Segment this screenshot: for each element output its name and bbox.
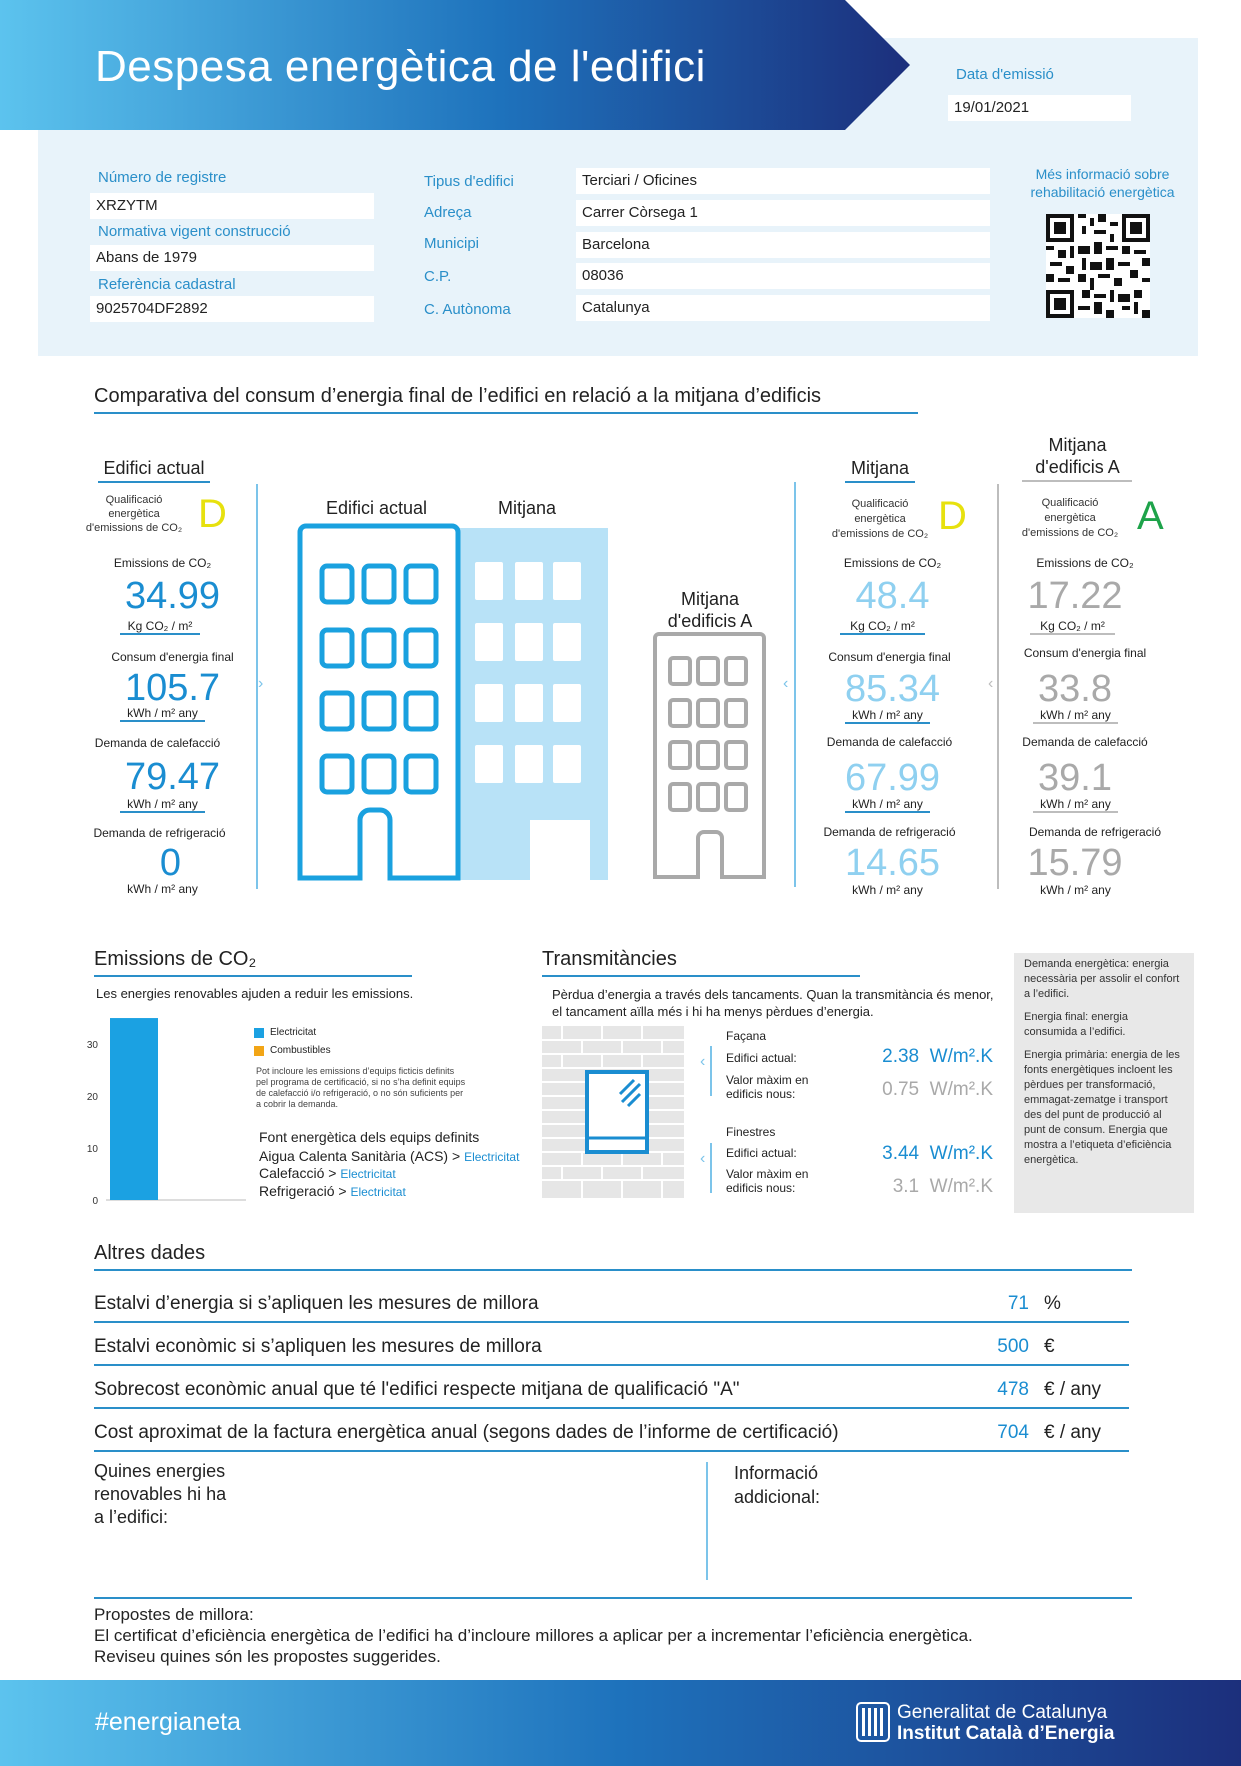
generalitat-logo-icon — [856, 1702, 890, 1742]
definition-primary: Energia primària: energia de les fonts energètiques incloent les pèrdues per transformació, emmagat-zematge i transport des del punt de producció al punt de consum. Energia que mostra a l’etiqueta d’eficiència energètica. — [1024, 1049, 1180, 1166]
average-rating-letter: D — [938, 494, 967, 538]
illus-current-label: Edifici actual — [326, 498, 428, 518]
windows-max-unit: W/m².K — [929, 1176, 993, 1197]
current-heating-unit: kWh / m² any — [120, 797, 205, 813]
issue-date-label: Data d'emissió — [956, 66, 1054, 83]
average-a-emissions-unit: Kg CO₂ / m² — [1030, 619, 1115, 635]
comparison-title-underline — [94, 412, 918, 414]
windows-max-number: 3.1 — [892, 1176, 920, 1197]
average-consumption-label: Consum d'energia final — [828, 650, 951, 664]
facade-max-value — [865, 1079, 993, 1101]
facade-label: Façana — [726, 1029, 767, 1043]
current-rating-letter: D — [198, 492, 227, 536]
average-rating-label — [820, 497, 940, 542]
illus-average-a-line1: Mitjana — [680, 589, 740, 609]
renewables-question — [94, 1460, 226, 1529]
current-heating-value: 79.47 — [124, 756, 221, 798]
other-data-row-unit: € — [1044, 1336, 1055, 1357]
legend-fuel-label: Combustibles — [270, 1045, 331, 1056]
average-heating-label: Demanda de calefacció — [826, 735, 953, 749]
facade-max-label — [726, 1073, 808, 1101]
average-a-rating-label — [1010, 496, 1130, 541]
current-consumption-unit: kWh / m² any — [120, 706, 205, 722]
other-data-row-value: 500 — [997, 1336, 1029, 1357]
footer-org-line2: Institut Català d’Energia — [897, 1723, 1115, 1744]
address-label: Adreça — [424, 204, 472, 221]
average-a-cooling-value: 15.79 — [1027, 842, 1123, 884]
address-value: Carrer Còrsega 1 — [576, 200, 990, 226]
facade-current-value — [865, 1046, 993, 1068]
co2-chart — [78, 1010, 253, 1210]
average-consumption-value: 85.34 — [844, 668, 941, 710]
region-value: Catalunya — [576, 295, 990, 321]
municipality-label: Municipi — [424, 235, 480, 252]
acs-source — [259, 1148, 519, 1164]
rating-label-line2: energètica — [108, 508, 160, 520]
windows-max-label-line1: Valor màxim en — [726, 1167, 809, 1181]
chart-y-tick-label: 30 — [86, 1040, 98, 1051]
acs-label: Aigua Calenta Sanitària (ACS) > — [259, 1148, 461, 1164]
emissions-section-title: Emissions de CO₂ — [94, 948, 257, 970]
postal-code-label: C.P. — [424, 268, 452, 285]
windows-current-value — [865, 1143, 993, 1165]
more-info-line2: rehabilitació energètica — [1030, 184, 1175, 200]
chart-y-tick-label: 20 — [86, 1092, 98, 1103]
windows-current-label: Edifici actual: — [726, 1146, 797, 1160]
cadastral-label: Referència cadastral — [98, 276, 236, 293]
facade-max-number: 0.75 — [882, 1079, 920, 1100]
windows-current-unit: W/m².K — [929, 1143, 993, 1164]
facade-current-number: 2.38 — [882, 1046, 920, 1067]
definitions-box — [1014, 953, 1194, 1213]
current-consumption-value: 105.7 — [124, 667, 221, 709]
average-a-heating-unit: kWh / m² any — [1033, 797, 1118, 813]
other-data-rows — [94, 1280, 1129, 1452]
average-column-divider — [794, 482, 796, 887]
chevron-right-icon: › — [258, 675, 264, 692]
normativa-value: Abans de 1979 — [90, 245, 374, 271]
average-a-heating-value: 39.1 — [1038, 757, 1112, 799]
transmittance-title-underline — [542, 975, 860, 977]
legend-electric-label: Electricitat — [270, 1027, 317, 1038]
definition-demand: Demanda energètica: energia necessària per assolir el confort a l’edifici. — [1024, 958, 1180, 1000]
renewables-line2: renovables hi ha — [94, 1484, 227, 1504]
other-data-divider — [706, 1462, 708, 1580]
renewables-line1: Quines energies — [94, 1461, 226, 1481]
emissions-note: Pot incloure les emissions d’equips ficticis definits pel programa de certificació, si no s’ha definit equips de calefacció i/o refrigeració, o no són suficients per a cobrir la demanda. — [256, 1066, 466, 1109]
average-a-consumption-value: 33.8 — [1038, 668, 1112, 710]
average-emissions-label: Emissions de CO₂ — [843, 556, 942, 570]
rating-label-line2: energètica — [854, 513, 906, 525]
other-data-row-unit: % — [1044, 1293, 1061, 1314]
wall-window-icon — [542, 1026, 684, 1198]
acs-value: Electricitat — [464, 1150, 520, 1164]
other-data-row-value: 478 — [997, 1379, 1029, 1400]
average-a-emissions-value: 17.22 — [1027, 575, 1123, 617]
chart-bar-electricitat — [110, 1018, 158, 1200]
emissions-title-underline — [94, 975, 412, 977]
other-data-row-label: Cost aproximat de la factura energètica anual (segons dades de l’informe de certificació) — [94, 1422, 839, 1443]
current-emissions-value: 34.99 — [124, 575, 221, 617]
page-title: Despesa energètica de l'edifici — [95, 42, 706, 91]
comparison-title: Comparativa del consum d’energia final de l’edifici en relació a la mitjana d’edificis — [94, 385, 822, 407]
rating-label-line1: Qualificació — [851, 498, 909, 510]
emissions-subtitle: Les energies renovables ajuden a reduir les emissions. — [96, 986, 414, 1001]
chevron-left-icon: ‹ — [700, 1150, 706, 1167]
illus-average-a-line2: d'edificis A — [667, 611, 753, 631]
postal-code-value: 08036 — [576, 263, 990, 289]
sources-title: Font energètica dels equips definits — [259, 1129, 480, 1145]
rating-label-line3: d'emissions de CO₂ — [85, 522, 183, 534]
cooling-source — [259, 1183, 406, 1199]
other-data-row-value: 704 — [997, 1422, 1029, 1443]
facade-bracket — [710, 1046, 712, 1096]
current-emissions-label: Emissions de CO₂ — [113, 556, 212, 570]
current-consumption-label: Consum d'energia final — [111, 650, 234, 664]
heating-source — [259, 1165, 396, 1181]
footer-org — [897, 1702, 1114, 1744]
additional-info-line2: addicional: — [734, 1487, 821, 1507]
other-data-row-value: 71 — [1007, 1293, 1029, 1314]
current-cooling-value: 0 — [159, 842, 182, 884]
proposals-line1: Propostes de millora: — [94, 1605, 254, 1624]
rating-label-line1: Qualificació — [105, 494, 163, 506]
rating-label-line3: d'emissions de CO₂ — [831, 528, 929, 540]
facade-current-unit: W/m².K — [929, 1046, 993, 1067]
legend-electric — [254, 1027, 316, 1038]
chart-y-tick-label: 10 — [86, 1144, 98, 1155]
building-type-value: Terciari / Oficines — [576, 168, 990, 194]
chevron-left-icon: ‹ — [988, 675, 994, 692]
proposals — [94, 1604, 973, 1667]
legend-fuel-swatch — [254, 1046, 264, 1056]
normativa-label: Normativa vigent construcció — [98, 223, 291, 240]
other-data-row — [94, 1280, 1129, 1323]
cooling-source-value: Electricitat — [350, 1185, 406, 1199]
proposals-line3: Reviseu quines són les propostes suggerides. — [94, 1647, 441, 1666]
average-a-cooling-label: Demanda de refrigeració — [1028, 825, 1162, 839]
heating-source-value: Electricitat — [340, 1167, 396, 1181]
definition-final: Energia final: energia consumida a l’edifici. — [1024, 1011, 1128, 1038]
windows-bracket — [710, 1143, 712, 1193]
facade-max-label-line2: edificis nous: — [726, 1087, 796, 1101]
chart-y-tick-label: 0 — [92, 1196, 98, 1207]
other-data-title: Altres dades — [94, 1242, 206, 1264]
average-a-heating-label: Demanda de calefacció — [1022, 735, 1148, 749]
average-consumption-unit: kWh / m² any — [845, 708, 930, 724]
other-data-row — [94, 1366, 1129, 1409]
average-a-column-title — [1020, 434, 1135, 478]
windows-current-number: 3.44 — [882, 1143, 920, 1164]
other-data-row-label: Sobrecost econòmic anual que té l'edifici respecte mitjana de qualificació "A" — [94, 1379, 740, 1400]
average-a-rating-letter: A — [1137, 494, 1164, 538]
transmittance-title: Transmitàncies — [542, 948, 677, 970]
other-data-row-label: Estalvi econòmic si s’apliquen les mesures de millora — [94, 1336, 542, 1357]
average-column-title: Mitjana — [845, 458, 915, 483]
average-cooling-label: Demanda de refrigeració — [823, 825, 956, 839]
other-data-row-unit: € / any — [1044, 1379, 1102, 1400]
average-a-title-line2: d'edificis A — [1035, 457, 1120, 477]
facade-current-label: Edifici actual: — [726, 1051, 797, 1065]
municipality-value: Barcelona — [576, 232, 990, 258]
footer-hashtag[interactable]: #energianeta — [95, 1708, 241, 1736]
average-emissions-unit: Kg CO₂ / m² — [840, 619, 925, 635]
proposals-line2: El certificat d’eficiència energètica de l’edifici ha d’incloure millores a aplicar per a incrementar l’eficiència energètica. — [94, 1626, 973, 1645]
current-column-title: Edifici actual — [98, 458, 210, 483]
average-cooling-value: 14.65 — [844, 842, 941, 884]
average-a-consumption-label: Consum d'energia final — [1023, 646, 1147, 660]
proposals-top-rule — [94, 1597, 1132, 1599]
building-illustration — [290, 520, 780, 885]
other-data-row — [94, 1409, 1129, 1452]
region-label: C. Autònoma — [424, 301, 511, 318]
cooling-source-label: Refrigeració > — [259, 1183, 347, 1199]
windows-label: Finestres — [726, 1125, 776, 1139]
rating-label-line2: energètica — [1044, 512, 1096, 524]
transmittance-description: Pèrdua d’energia a través dels tancaments. Quan la transmitància és menor, el tancament aïlla més i hi ha menys pèrdues d’energia. — [552, 987, 994, 1019]
issue-date-value: 19/01/2021 — [948, 95, 1131, 121]
average-a-title-line1: Mitjana — [1048, 435, 1107, 455]
illus-average-label: Mitjana — [498, 498, 557, 518]
other-data-row-unit: € / any — [1044, 1422, 1102, 1443]
additional-info-line1: Informació — [734, 1463, 819, 1483]
cadastral-value: 9025704DF2892 — [90, 296, 374, 322]
average-a-title-underline — [1022, 480, 1132, 482]
other-data-row — [94, 1323, 1129, 1366]
other-data-row-label: Estalvi d’energia si s’apliquen les mesures de millora — [94, 1293, 539, 1314]
current-rating-label — [78, 493, 190, 535]
rating-label-line3: d'emissions de CO₂ — [1021, 527, 1119, 539]
current-emissions-unit: Kg CO₂ / m² — [120, 619, 200, 635]
current-heating-label: Demanda de calefacció — [94, 736, 221, 750]
average-a-consumption-unit: kWh / m² any — [1033, 708, 1118, 724]
average-emissions-value: 48.4 — [855, 575, 930, 617]
registry-label: Número de registre — [98, 169, 227, 186]
legend-fuel — [254, 1045, 331, 1056]
current-cooling-unit: kWh / m² any — [127, 882, 198, 896]
windows-max-label-line2: edificis nous: — [726, 1181, 796, 1195]
average-heating-value: 67.99 — [844, 757, 941, 799]
average-a-emissions-label: Emissions de CO₂ — [1036, 556, 1134, 570]
chevron-left-icon: ‹ — [700, 1053, 706, 1070]
other-data-title-underline — [94, 1269, 1132, 1271]
windows-max-value — [865, 1176, 993, 1198]
average-a-cooling-unit: kWh / m² any — [1040, 883, 1111, 897]
average-cooling-unit: kWh / m² any — [852, 883, 923, 897]
footer-org-line1: Generalitat de Catalunya — [897, 1702, 1108, 1723]
building-type-label: Tipus d'edifici — [424, 173, 514, 190]
rating-label-line1: Qualificació — [1041, 497, 1099, 509]
windows-max-label — [726, 1167, 808, 1195]
additional-info — [734, 1461, 820, 1509]
qr-code-icon[interactable] — [1046, 214, 1150, 318]
registry-value: XRZYTM — [90, 193, 374, 219]
heating-source-label: Calefacció > — [259, 1165, 337, 1181]
chevron-left-icon: ‹ — [783, 675, 789, 692]
more-info-text — [1015, 165, 1190, 201]
renewables-line3: a l’edifici: — [94, 1507, 169, 1527]
more-info-line1: Més informació sobre — [1035, 166, 1170, 182]
facade-max-label-line1: Valor màxim en — [726, 1073, 809, 1087]
legend-electric-swatch — [254, 1028, 264, 1038]
facade-max-unit: W/m².K — [929, 1079, 993, 1100]
current-cooling-label: Demanda de refrigeració — [93, 826, 226, 840]
average-heating-unit: kWh / m² any — [845, 797, 930, 813]
